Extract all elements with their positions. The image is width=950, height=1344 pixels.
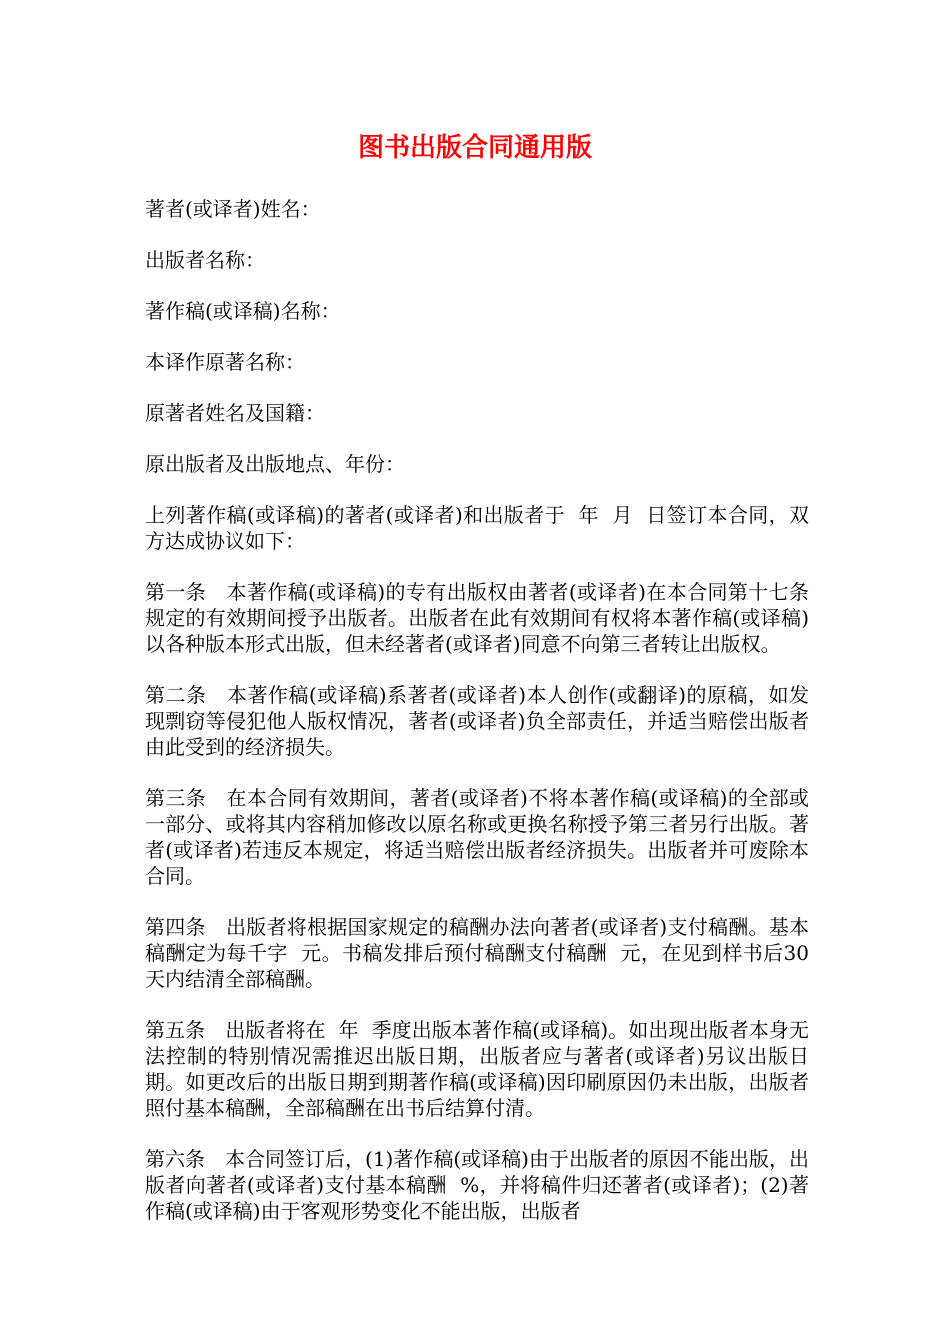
field-publisher-name: 出版者名称： <box>145 248 265 272</box>
contract-intro: 上列著作稿(或译稿)的著者(或译者)和出版者于 年 月 日签订本合同，双方达成协议如下： <box>145 503 809 553</box>
field-original-publisher: 原出版者及出版地点、年份： <box>145 452 405 476</box>
article-3: 第三条 在本合同有效期间，著者(或译者)不将本著作稿(或译稿)的全部或一部分、或将其内容稍加修改以原名称或更换名称授予第三者另行出版。著者(或译者)若违反本规定，将适当赔偿出版者经济损失。出版者并可废除本合同。 <box>145 786 809 888</box>
field-translator-name: 著者(或译者)姓名： <box>145 197 321 221</box>
field-manuscript-title: 著作稿(或译稿)名称： <box>145 299 341 323</box>
article-2: 第二条 本著作稿(或译稿)系著者(或译者)本人创作(或翻译)的原稿，如发现剽窃等侵犯他人版权情况，著者(或译者)负全部责任，并适当赔偿出版者由此受到的经济损失。 <box>145 683 809 759</box>
article-5: 第五条 出版者将在 年 季度出版本著作稿(或译稿)。如出现出版者本身无法控制的特别情况需推迟出版日期，出版者应与著者(或译者)另议出版日期。如更改后的出版日期到期著作稿(或译稿)因印刷原因仍未出版，出版者照付基本稿酬，全部稿酬在出书后结算付清。 <box>145 1018 809 1120</box>
field-original-author: 原著者姓名及国籍： <box>145 401 325 425</box>
article-4: 第四条 出版者将根据国家规定的稿酬办法向著者(或译者)支付稿酬。基本稿酬定为每千字 元。书稿发排后预付稿酬支付稿酬 元，在见到样书后30天内结清全部稿酬。 <box>145 915 809 991</box>
document-title: 图书出版合同通用版 <box>357 133 592 163</box>
article-6: 第六条 本合同签订后，(1)著作稿(或译稿)由于出版者的原因不能出版，出版者向著者(或译者)支付基本稿酬 %，并将稿件归还著者(或译者)；(2)著作稿(或译稿)由于客观形势变化不能出版，出版者 <box>145 1147 809 1223</box>
article-1: 第一条 本著作稿(或译稿)的专有出版权由著者(或译者)在本合同第十七条规定的有效期间授予出版者。出版者在此有效期间有权将本著作稿(或译稿)以各种版本形式出版，但未经著者(或译者)同意不向第三者转让出版权。 <box>145 580 809 656</box>
document-body <box>145 196 809 1249</box>
field-original-title: 本译作原著名称： <box>145 350 305 374</box>
